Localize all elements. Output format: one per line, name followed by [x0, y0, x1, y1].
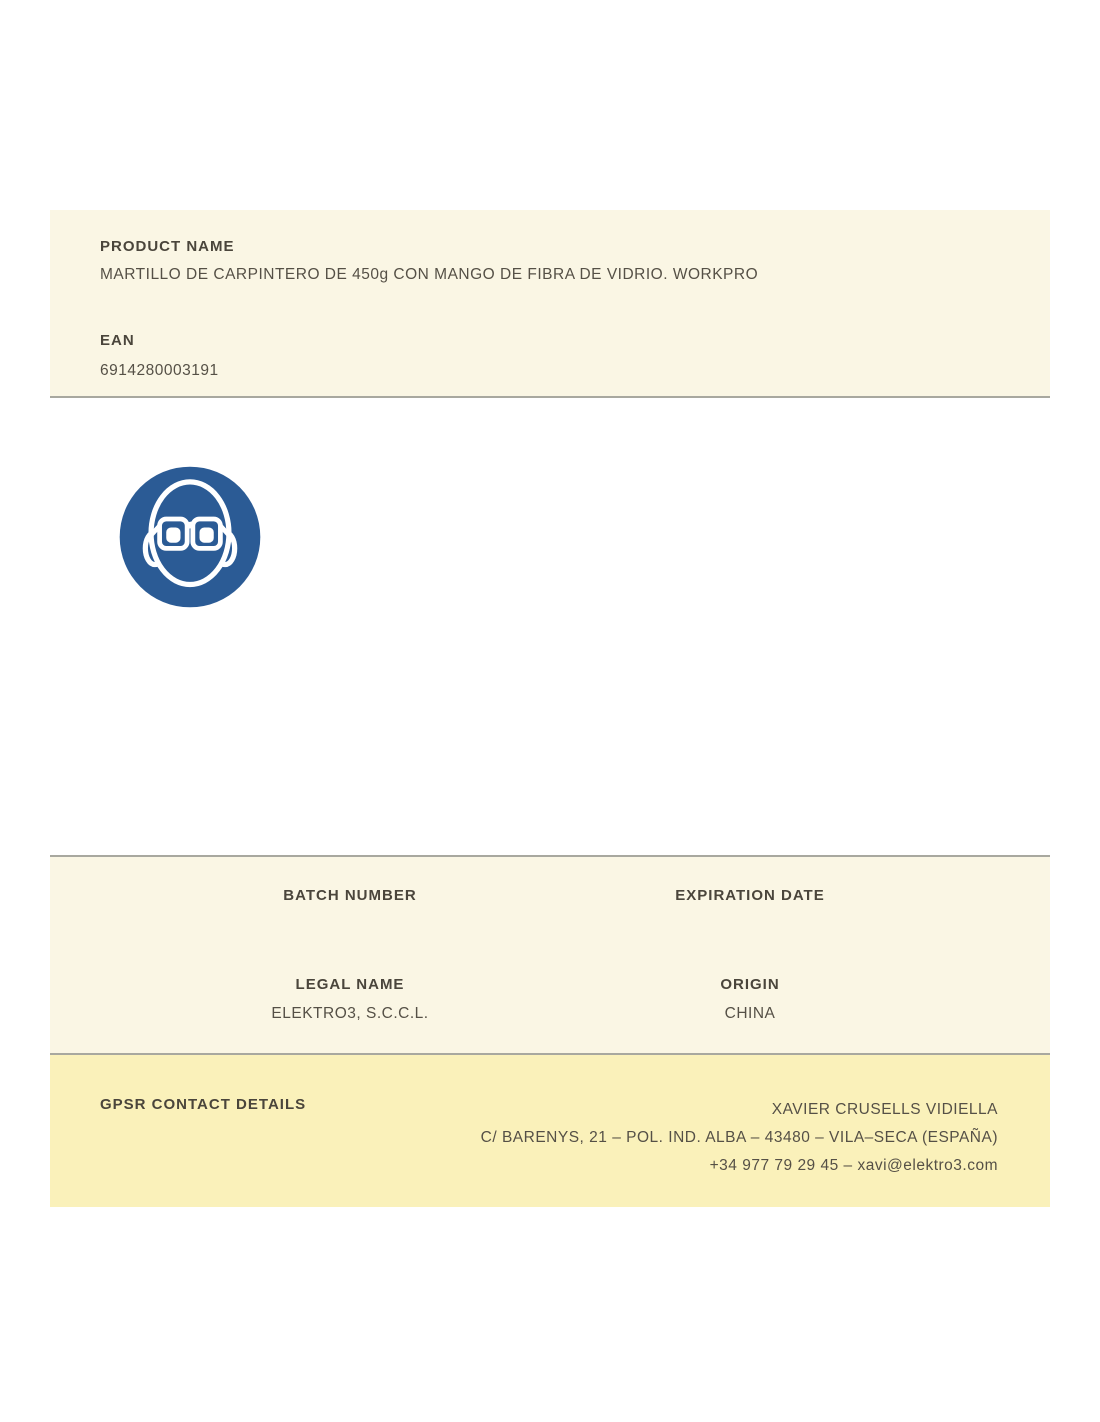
product-name-value: MARTILLO DE CARPINTERO DE 450g CON MANGO DE FIBRA DE VIDRIO. WORKPRO [100, 266, 759, 283]
wear-eye-protection-icon [114, 461, 266, 613]
gpsr-contact-address: C/ BARENYS, 21 – POL. IND. ALBA – 43480 – VILA–SECA (ESPAÑA) [480, 1129, 998, 1146]
product-name-label: PRODUCT NAME [100, 238, 235, 255]
origin-value: CHINA [724, 1005, 776, 1022]
expiration-date-label: EXPIRATION DATE [675, 887, 825, 904]
gpsr-section [50, 1055, 1050, 1207]
product-section [50, 210, 1050, 398]
ean-value: 6914280003191 [100, 362, 219, 379]
legal-name-label: LEGAL NAME [295, 976, 405, 993]
origin-label: ORIGIN [720, 976, 780, 993]
ean-label: EAN [100, 332, 135, 349]
batch-number-label: BATCH NUMBER [283, 887, 417, 904]
expiration-date-field [500, 887, 1000, 904]
gpsr-contact-phone-email: +34 977 79 29 45 – xavi@elektro3.com [709, 1157, 998, 1174]
details-section [50, 855, 1050, 1055]
gpsr-contact-name: XAVIER CRUSELLS VIDIELLA [771, 1101, 998, 1118]
ean-field [100, 332, 1000, 380]
origin-field [500, 976, 1000, 1023]
legal-name-value: ELEKTRO3, S.C.C.L. [271, 1005, 429, 1022]
gpsr-contact-block [481, 1096, 998, 1180]
gpsr-contact-details-label: GPSR CONTACT DETAILS [100, 1096, 307, 1113]
